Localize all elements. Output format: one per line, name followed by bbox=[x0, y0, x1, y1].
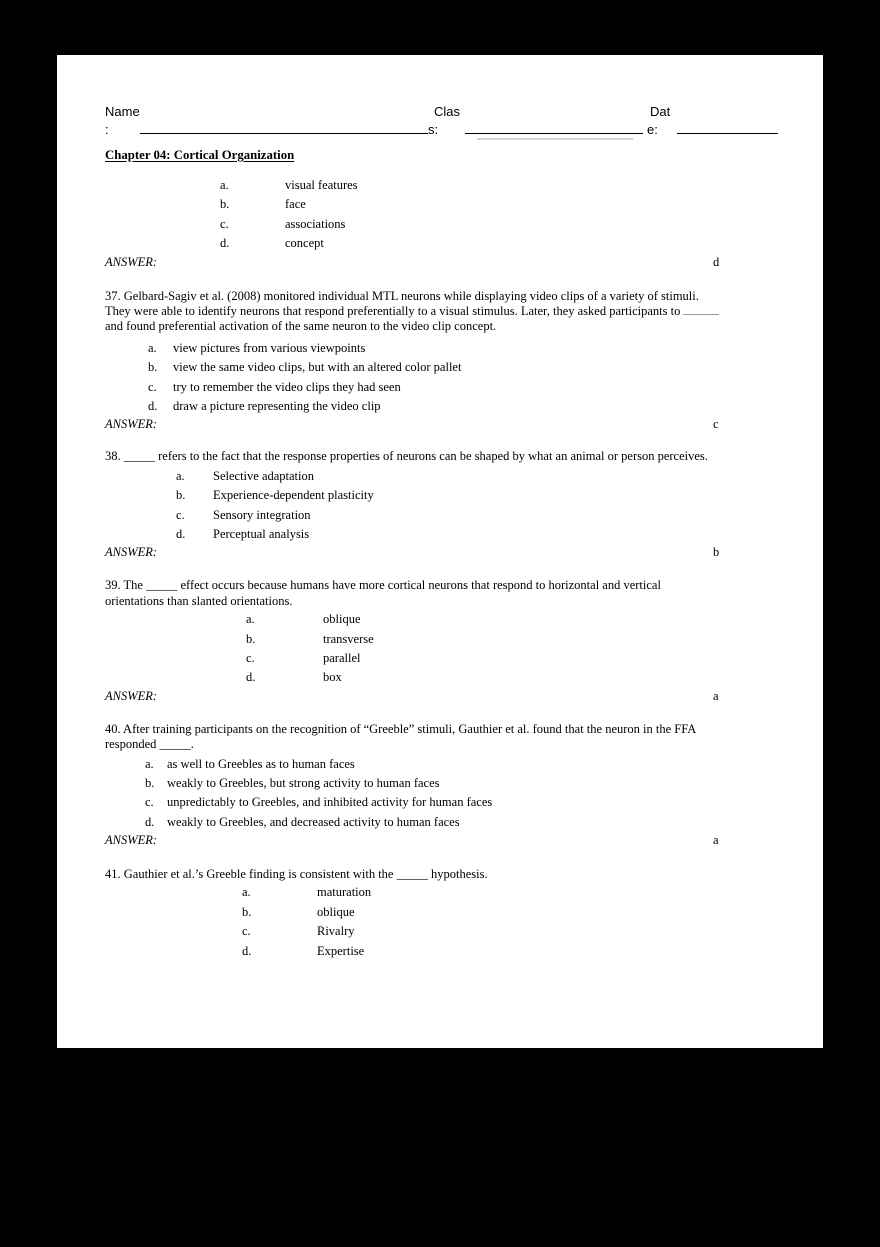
question-block bbox=[105, 722, 778, 848]
option-letter: c. bbox=[148, 379, 157, 394]
question-text-line: responded _____. bbox=[105, 737, 194, 752]
scan-artifact-line bbox=[477, 138, 633, 140]
answer-row bbox=[105, 545, 778, 560]
option-letter: d. bbox=[242, 943, 252, 958]
class-label: Clas bbox=[434, 104, 461, 119]
option-row bbox=[105, 884, 778, 903]
answer-row bbox=[105, 255, 778, 270]
option-letter: d. bbox=[145, 814, 155, 829]
option-letter: a. bbox=[246, 612, 255, 627]
option-row bbox=[105, 794, 778, 813]
form-header bbox=[105, 104, 778, 141]
option-text: oblique bbox=[317, 904, 355, 919]
option-list bbox=[105, 756, 778, 834]
option-letter: c. bbox=[246, 650, 255, 665]
option-letter: a. bbox=[220, 178, 229, 192]
option-text: weakly to Greebles, and decreased activity to human faces bbox=[167, 814, 460, 829]
option-letter: a. bbox=[242, 885, 251, 900]
option-row bbox=[105, 611, 778, 630]
question-text-line: They were able to identify neurons that respond preferentially to a visual stimulus. Later, they asked participants to bbox=[105, 304, 778, 319]
option-row bbox=[105, 669, 778, 688]
option-letter: d. bbox=[220, 236, 230, 251]
answer-row bbox=[105, 689, 778, 704]
option-letter: d. bbox=[176, 526, 186, 541]
option-row bbox=[105, 943, 778, 962]
option-text: oblique bbox=[323, 612, 361, 627]
question-block bbox=[105, 177, 778, 270]
answer-label: ANSWER: bbox=[105, 545, 158, 560]
option-row bbox=[105, 923, 778, 942]
question-text-line: and found preferential activation of the same neuron to the video clip concept. bbox=[105, 319, 497, 334]
question-text bbox=[105, 578, 778, 609]
answer-row bbox=[105, 417, 778, 432]
option-letter: a. bbox=[176, 468, 185, 483]
option-row bbox=[105, 379, 778, 398]
option-text: Expertise bbox=[317, 943, 365, 958]
question-block bbox=[105, 449, 778, 560]
option-row bbox=[105, 177, 778, 196]
answer-label: ANSWER: bbox=[105, 833, 158, 848]
question-block bbox=[105, 867, 778, 962]
option-letter: a. bbox=[148, 340, 157, 355]
question-text-line: 37. Gelbard-Sagiv et al. (2008) monitored individual MTL neurons while displaying video clips of a variety of stimuli. bbox=[105, 288, 699, 303]
question-text bbox=[105, 449, 778, 464]
option-letter: b. bbox=[148, 360, 158, 375]
option-text: Sensory integration bbox=[213, 507, 311, 522]
option-row bbox=[105, 814, 778, 833]
option-text: weakly to Greebles, but strong activity to human faces bbox=[167, 775, 440, 790]
question-block bbox=[105, 578, 778, 703]
option-text: view the same video clips, but with an altered color pallet bbox=[173, 360, 462, 375]
option-text: face bbox=[285, 197, 306, 212]
answer-row bbox=[105, 833, 778, 848]
option-text: Perceptual analysis bbox=[213, 526, 310, 541]
question-text bbox=[105, 722, 778, 753]
chapter-title: Chapter 04: Cortical Organization bbox=[105, 148, 295, 162]
option-text: Selective adaptation bbox=[213, 468, 315, 483]
option-list bbox=[105, 468, 778, 546]
option-letter: c. bbox=[220, 216, 229, 231]
option-row bbox=[105, 196, 778, 215]
name-label: Name bbox=[105, 104, 140, 119]
name-label-colon: : bbox=[105, 122, 109, 137]
document-page bbox=[57, 55, 823, 1048]
answer-key: a bbox=[713, 833, 719, 848]
date-fill-line bbox=[677, 133, 778, 134]
option-text: unpredictably to Greebles, and inhibited activity for human faces bbox=[167, 795, 493, 810]
option-text: Experience-dependent plasticity bbox=[213, 488, 374, 503]
option-row bbox=[105, 756, 778, 775]
question-text-line: 39. The _____ effect occurs because humans have more cortical neurons that respond to horizontal and vertical bbox=[105, 578, 661, 593]
option-letter: d. bbox=[148, 398, 158, 413]
option-row bbox=[105, 650, 778, 669]
option-letter: b. bbox=[145, 775, 155, 790]
option-letter: c. bbox=[176, 507, 185, 522]
option-list bbox=[105, 884, 778, 962]
answer-label: ANSWER: bbox=[105, 417, 158, 432]
question-text-line: orientations than slanted orientations. bbox=[105, 593, 293, 608]
option-text: view pictures from various viewpoints bbox=[173, 340, 366, 355]
name-fill-line bbox=[140, 133, 428, 134]
option-text: parallel bbox=[323, 650, 361, 665]
question-text-line: 41. Gauthier et al.’s Greeble finding is consistent with the _____ hypothesis. bbox=[105, 867, 488, 882]
option-row bbox=[105, 526, 778, 545]
answer-key: b bbox=[713, 545, 720, 560]
option-text: as well to Greebles as to human faces bbox=[167, 756, 355, 771]
option-row bbox=[105, 468, 778, 487]
option-letter: b. bbox=[242, 904, 252, 919]
class-fill-line bbox=[465, 133, 643, 134]
option-row bbox=[105, 216, 778, 235]
option-row bbox=[105, 631, 778, 650]
option-text: box bbox=[323, 670, 342, 685]
option-text: visual features bbox=[285, 178, 358, 192]
answer-blank bbox=[683, 313, 719, 315]
question-text-line: 38. _____ refers to the fact that the response properties of neurons can be shaped by what an animal or person perceives. bbox=[105, 449, 708, 464]
option-letter: b. bbox=[220, 197, 230, 212]
question-text bbox=[105, 289, 778, 335]
option-letter: a. bbox=[145, 756, 154, 771]
option-text: transverse bbox=[323, 631, 374, 646]
option-text: concept bbox=[285, 236, 324, 251]
question-block bbox=[105, 289, 778, 433]
option-text: Rivalry bbox=[317, 924, 355, 939]
date-label-colon: e: bbox=[647, 122, 658, 137]
option-list bbox=[105, 611, 778, 689]
question-text-line: 40. After training participants on the recognition of “Greeble” stimuli, Gauthier et al. found that the neuron in the FFA bbox=[105, 721, 697, 736]
option-text: try to remember the video clips they had seen bbox=[173, 379, 401, 394]
answer-label: ANSWER: bbox=[105, 254, 158, 269]
option-letter: b. bbox=[176, 488, 186, 503]
date-label: Dat bbox=[650, 104, 671, 119]
option-letter: b. bbox=[246, 631, 256, 646]
answer-key: d bbox=[713, 254, 720, 269]
option-row bbox=[105, 775, 778, 794]
option-letter: d. bbox=[246, 670, 256, 685]
option-letter: c. bbox=[145, 795, 154, 810]
option-text: associations bbox=[285, 216, 346, 231]
option-row bbox=[105, 359, 778, 378]
option-list bbox=[105, 340, 778, 418]
option-list bbox=[105, 177, 778, 255]
answer-key: c bbox=[713, 417, 719, 432]
option-text: draw a picture representing the video clip bbox=[173, 398, 381, 413]
option-letter: c. bbox=[242, 924, 251, 939]
option-text: maturation bbox=[317, 885, 372, 900]
class-label-colon: s: bbox=[428, 122, 439, 137]
answer-label: ANSWER: bbox=[105, 688, 158, 703]
option-row bbox=[105, 340, 778, 359]
question-text bbox=[105, 867, 778, 882]
option-row bbox=[105, 235, 778, 254]
option-row bbox=[105, 487, 778, 506]
option-row bbox=[105, 904, 778, 923]
answer-key: a bbox=[713, 688, 719, 703]
option-row bbox=[105, 507, 778, 526]
option-row bbox=[105, 398, 778, 417]
